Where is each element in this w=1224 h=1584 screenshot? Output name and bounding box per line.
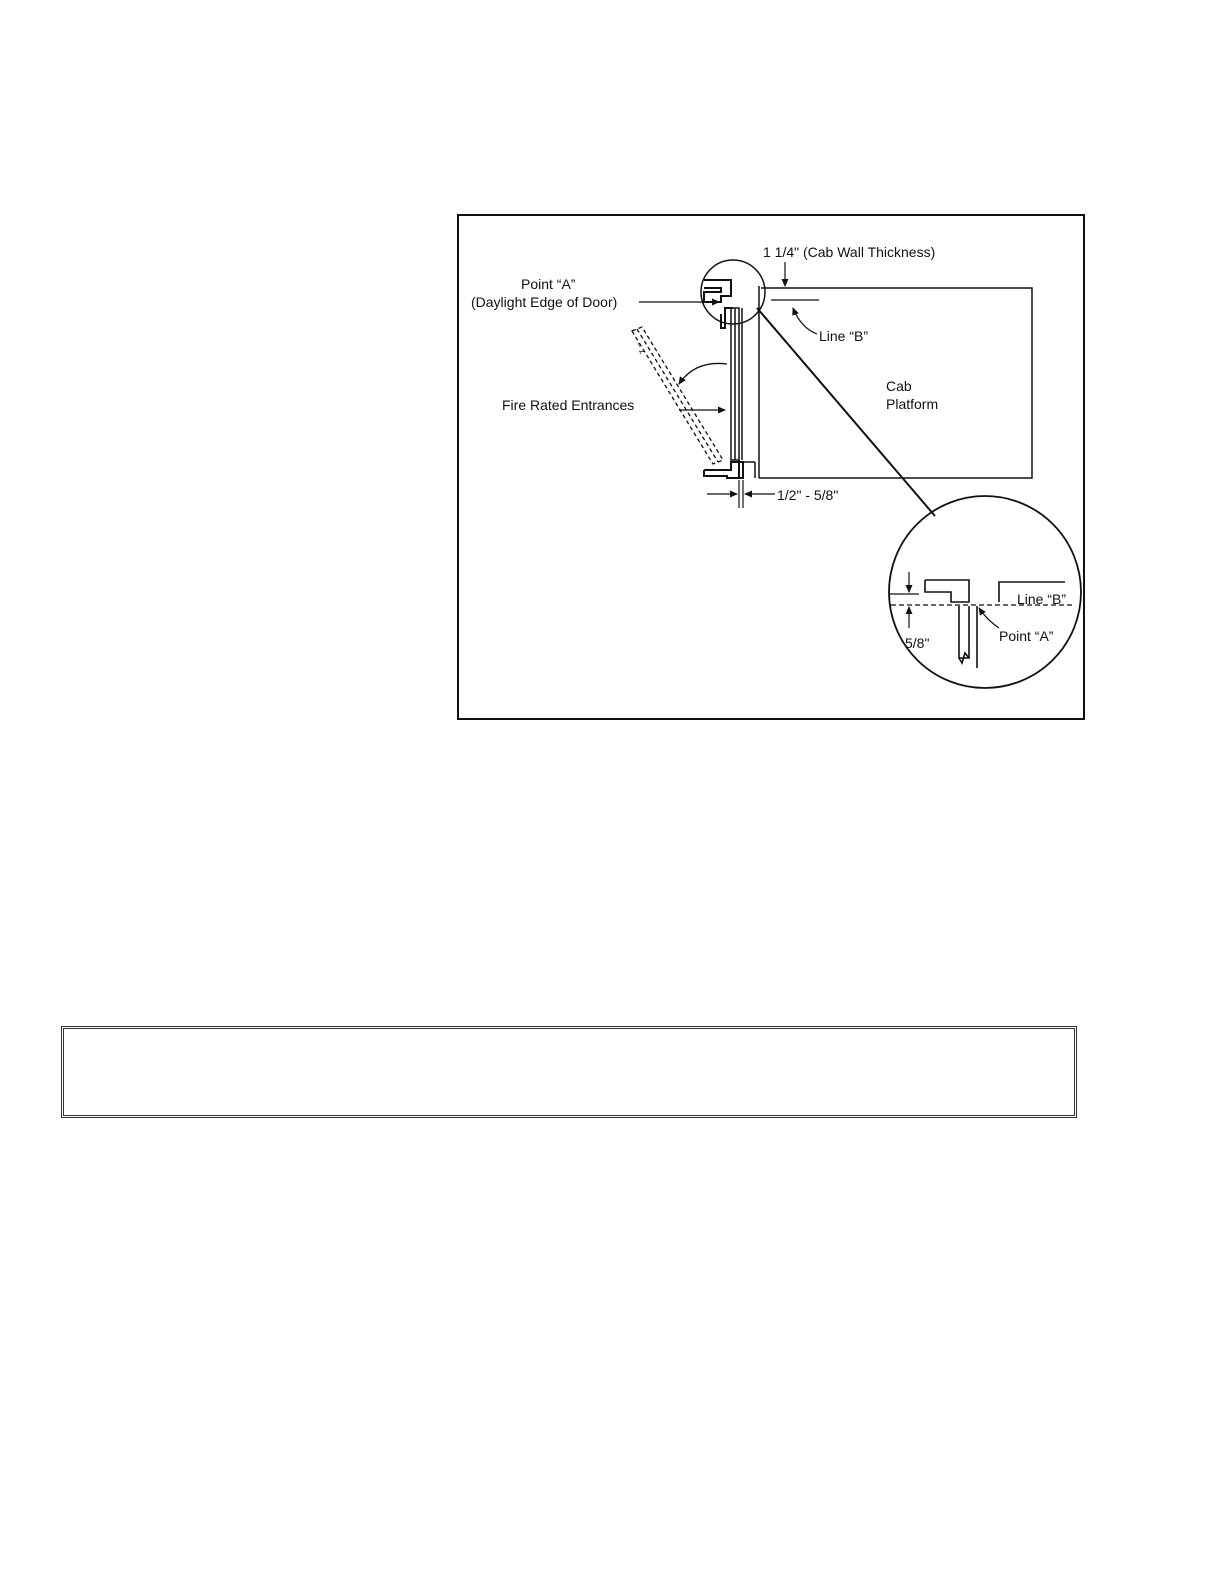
detail-dimension-label: 5/8" bbox=[905, 635, 930, 651]
diagram-frame bbox=[457, 214, 1085, 720]
cab-wall-thickness-label: 1 1/4" (Cab Wall Thickness) bbox=[763, 244, 936, 260]
door-detail-diagram bbox=[459, 216, 1083, 718]
gap-dimension bbox=[707, 480, 775, 508]
door-panel bbox=[731, 308, 742, 460]
point-a-title-label: Point “A” bbox=[521, 276, 576, 292]
swing-arc-arrow bbox=[679, 363, 727, 384]
line-b-label: Line “B” bbox=[819, 328, 869, 344]
detail-point-a-leader bbox=[979, 608, 999, 628]
point-a-subtitle-label: (Daylight Edge of Door) bbox=[471, 294, 618, 310]
cab-label: Cab bbox=[886, 378, 912, 394]
swung-door-mark: ~ z bbox=[633, 340, 649, 356]
detail-point-a-label: Point “A” bbox=[999, 628, 1054, 644]
line-b-leader bbox=[793, 308, 817, 334]
notice-box bbox=[61, 1026, 1077, 1118]
fire-rated-entrances-label: Fire Rated Entrances bbox=[502, 397, 635, 413]
platform-label: Platform bbox=[886, 396, 939, 412]
gap-dimension-label: 1/2" - 5/8" bbox=[777, 487, 839, 503]
sill bbox=[704, 460, 743, 478]
detail-line-b-label: Line “B” bbox=[1017, 591, 1067, 607]
